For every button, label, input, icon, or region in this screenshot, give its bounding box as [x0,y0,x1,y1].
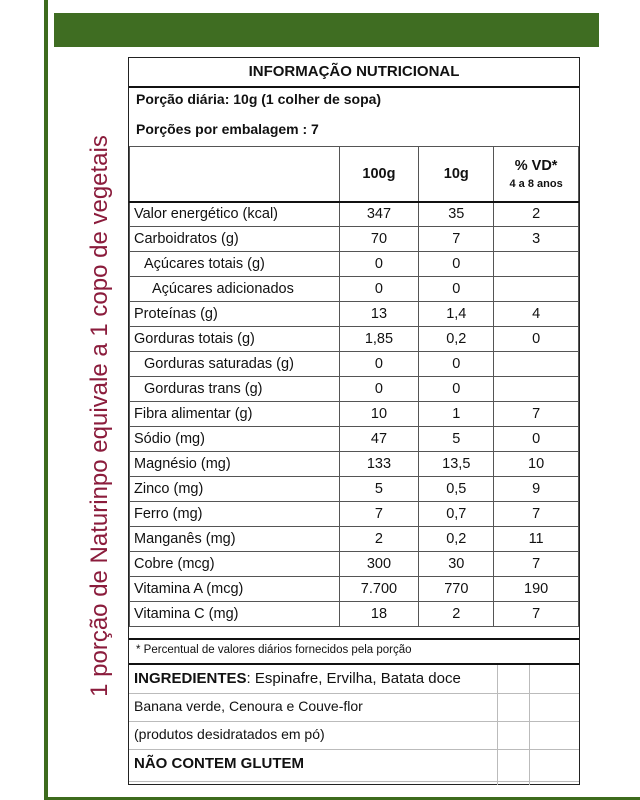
value-10g: 1,4 [419,302,494,327]
nutrient-name: Vitamina A (mcg) [130,577,340,602]
ingredients-block [129,665,579,785]
value-100g: 13 [339,302,419,327]
value-100g: 0 [339,352,419,377]
nutrient-name: Fibra alimentar (g) [130,402,340,427]
header-vd-age: 4 a 8 anos [509,177,563,190]
value-vd [494,377,579,402]
gluten-notice: NÃO CONTEM GLUTEM [134,755,304,772]
value-100g: 347 [339,202,419,227]
ingredients-label: INGREDIENTES [134,670,247,687]
value-100g: 0 [339,277,419,302]
value-vd: 10 [494,452,579,477]
value-10g: 13,5 [419,452,494,477]
value-10g: 0,2 [419,527,494,552]
value-100g: 300 [339,552,419,577]
value-10g: 30 [419,552,494,577]
table-row [130,327,579,352]
table-header-row [130,147,579,202]
table-row [130,502,579,527]
nutrient-name: Cobre (mcg) [130,552,340,577]
value-vd: 190 [494,577,579,602]
value-10g: 5 [419,427,494,452]
nutrient-name: Valor energético (kcal) [130,202,340,227]
table-row [130,577,579,602]
gluten-row [129,749,579,782]
table-row [130,202,579,227]
table-row [130,377,579,402]
table-row [130,302,579,327]
nutrient-name: Gorduras totais (g) [130,327,340,352]
value-vd [494,352,579,377]
value-100g: 0 [339,252,419,277]
nutrient-name: Sódio (mg) [130,427,340,452]
value-vd [494,277,579,302]
nutrient-name: Proteínas (g) [130,302,340,327]
header-vd-label: % VD* [514,157,558,174]
header-10g: 10g [419,147,494,202]
value-10g: 7 [419,227,494,252]
nutrient-name: Gorduras trans (g) [130,377,340,402]
value-vd: 11 [494,527,579,552]
value-100g: 7 [339,502,419,527]
side-note-text: 1 porção de Naturinpo equivale a 1 copo de vegetais [86,135,113,697]
nutrient-name: Gorduras saturadas (g) [130,352,340,377]
portions-per-package: Porções por embalagem : 7 [136,121,319,137]
value-vd: 9 [494,477,579,502]
value-vd: 7 [494,502,579,527]
top-green-bar [54,13,599,47]
nutrient-name: Vitamina C (mg) [130,602,340,627]
value-vd: 3 [494,227,579,252]
value-100g: 133 [339,452,419,477]
value-100g: 18 [339,602,419,627]
value-100g: 5 [339,477,419,502]
table-row [130,402,579,427]
value-vd: 7 [494,602,579,627]
table-row [130,352,579,377]
value-100g: 7.700 [339,577,419,602]
table-row [130,602,579,627]
value-10g: 770 [419,577,494,602]
value-vd: 2 [494,202,579,227]
value-vd: 0 [494,327,579,352]
nutrition-card [128,57,580,785]
nutrient-name: Ferro (mg) [130,502,340,527]
value-100g: 10 [339,402,419,427]
value-vd: 0 [494,427,579,452]
table-row [130,252,579,277]
table-row [130,227,579,252]
value-vd: 7 [494,552,579,577]
table-row [130,427,579,452]
header-empty [130,147,340,202]
value-10g: 2 [419,602,494,627]
value-10g: 0 [419,277,494,302]
header-100g: 100g [339,147,419,202]
ingredients-text-2: Banana verde, Cenoura e Couve-flor [134,698,363,714]
value-10g: 35 [419,202,494,227]
ingredients-row-2 [129,693,579,722]
portion-text: Porção diária: 10g (1 colher de sopa) [136,91,382,107]
nutrient-name: Açúcares adicionados [130,277,340,302]
ingredients-text-1: : Espinafre, Ervilha, Batata doce [246,670,461,687]
table-row [130,477,579,502]
value-10g: 0 [419,352,494,377]
table-row [130,527,579,552]
footnote: * Percentual de valores diários fornecidos pela porção [136,644,412,656]
nutrient-name: Manganês (mg) [130,527,340,552]
nutrient-name: Carboidratos (g) [130,227,340,252]
value-10g: 0,5 [419,477,494,502]
value-100g: 0 [339,377,419,402]
value-100g: 1,85 [339,327,419,352]
value-100g: 2 [339,527,419,552]
nutrient-name: Magnésio (mg) [130,452,340,477]
nutrition-title: INFORMAÇÃO NUTRICIONAL [129,58,579,88]
header-vd [494,147,579,202]
table-row [130,452,579,477]
value-100g: 47 [339,427,419,452]
value-vd: 4 [494,302,579,327]
value-10g: 0,7 [419,502,494,527]
ingredients-text-3: (produtos desidratados em pó) [134,726,325,742]
value-10g: 0,2 [419,327,494,352]
table-row [130,552,579,577]
table-row [130,277,579,302]
value-10g: 0 [419,252,494,277]
value-10g: 1 [419,402,494,427]
nutrient-name: Açúcares totais (g) [130,252,340,277]
value-vd [494,252,579,277]
table-bottom-rule [129,638,579,640]
ingredients-row-3 [129,721,579,750]
nutrient-name: Zinco (mg) [130,477,340,502]
nutrition-table [129,146,579,627]
ingredients-row-1 [129,665,579,694]
value-100g: 70 [339,227,419,252]
value-10g: 0 [419,377,494,402]
value-vd: 7 [494,402,579,427]
